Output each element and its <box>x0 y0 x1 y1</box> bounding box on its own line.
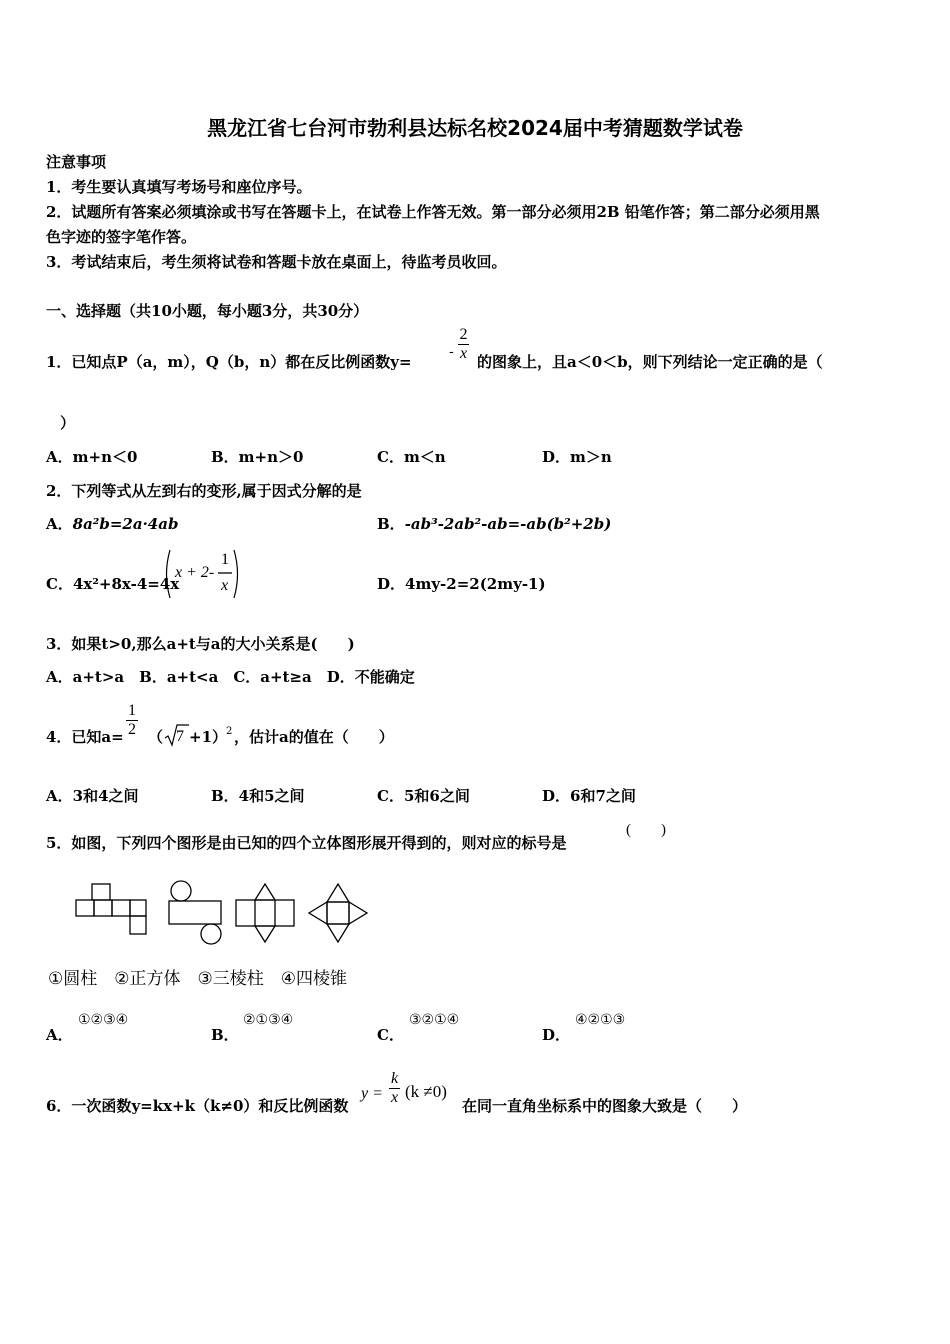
q5-option-b-value: ②①③④ <box>243 1012 294 1028</box>
q6-frac-num: k <box>391 1070 399 1087</box>
q5-option-a-value: ①②③④ <box>78 1012 129 1028</box>
q1-option-d: D．m＞n <box>542 448 612 466</box>
q2-c-inner: x + 2- <box>175 564 215 581</box>
q5-option-d-value: ④②①③ <box>575 1012 626 1028</box>
q1-fraction <box>458 326 469 363</box>
q4-frac-den: 2 <box>128 721 136 738</box>
question-5: 5．如图，下列四个图形是由已知的四个立体图形展开得到的，则对应的标号是 <box>46 834 567 852</box>
question-3: 3．如果t>0,那么a+t与a的大小关系是( ) <box>46 635 355 653</box>
note-1: 1．考生要认真填写考场号和座位序号。 <box>46 178 312 196</box>
q6-y-eq: y = <box>361 1085 383 1102</box>
q2-c-frac-num: 1 <box>221 551 229 568</box>
section-heading: 一、选择题（共10小题，每小题3分，共30分） <box>46 302 369 320</box>
q4-option-a: A．3和4之间 <box>46 787 139 805</box>
q2-c-math: 4x²+8x-4=4x <box>72 575 180 593</box>
q2-c-label: C． <box>46 575 73 593</box>
q5-option-c-value: ③②①④ <box>409 1012 460 1028</box>
q6-frac-den: x <box>391 1089 399 1106</box>
q6-stem-b: 在同一直角坐标系中的图象大致是（ ） <box>462 1097 748 1115</box>
q5-shape-labels: ①圆柱 ②正方体 ③三棱柱 ④四棱锥 <box>48 969 347 989</box>
q4-option-d: D．6和7之间 <box>542 787 636 805</box>
q6-condition: (k ≠0) <box>405 1082 447 1101</box>
q1-option-a: A．m+n＜0 <box>46 448 138 466</box>
q5-option-d-label: D． <box>542 1026 571 1044</box>
q4-paren-open: （ <box>148 728 164 746</box>
q1-close: ） <box>60 414 76 432</box>
note-2-cont: 色字迹的签字笔作答。 <box>46 228 197 246</box>
cube-net-figure <box>76 884 146 934</box>
page-title: 黑龙江省七台河市勃利县达标名校2024届中考猜题数学试卷 <box>207 116 743 140</box>
q4-radicand: 7 <box>176 728 184 745</box>
q2-a-label: A． <box>46 515 73 533</box>
cylinder-net-figure <box>169 881 221 944</box>
q2-option-a <box>46 514 178 534</box>
q1-option-b: B．m+n＞0 <box>211 448 304 466</box>
q5-net-figures <box>70 878 370 948</box>
q1-stem-b: 的图象上，且a＜0＜b，则下列结论一定正确的是（ <box>477 353 823 371</box>
q2-option-b <box>377 514 611 534</box>
q1-stem-a: 1．已知点P（a，m），Q（b，n）都在反比例函数y= <box>46 353 412 371</box>
q5-option-b-label: B． <box>211 1026 239 1044</box>
q4-fraction <box>126 702 138 739</box>
q3-options: A．a+t>a B．a+t<a C．a+t≥a D．不能确定 <box>46 668 415 686</box>
q1-option-c: C．m＜n <box>377 448 446 466</box>
question-2: 2．下列等式从左到右的变形,属于因式分解的是 <box>46 482 362 500</box>
q2-b-math: -ab³-2ab²-ab=-ab(b²+2b) <box>404 515 612 533</box>
q6-stem-a: 6．一次函数y=kx+k（k≠0）和反比例函数 <box>46 1097 349 1115</box>
q5-option-a-label: A． <box>46 1026 73 1044</box>
q2-b-label: B． <box>377 515 405 533</box>
q1-frac-den: x <box>460 345 468 362</box>
q2-option-c <box>46 574 179 594</box>
q2-d-label: D． <box>377 575 406 593</box>
note-3: 3．考试结束后，考生须将试卷和答题卡放在桌面上，待监考员收回。 <box>46 253 507 271</box>
pyramid-net-figure <box>309 884 367 942</box>
q2-c-frac-den: x <box>221 577 229 594</box>
note-2: 2．试题所有答案必须填涂或书写在答题卡上，在试卷上作答无效。第一部分必须用2B 铅笔作答；第二部分必须用黑 <box>46 203 820 221</box>
q5-option-c-label: C． <box>377 1026 404 1044</box>
q5-paren: ( ) <box>626 822 666 838</box>
q4-option-b: B．4和5之间 <box>211 787 305 805</box>
q2-d-math: 4my-2=2(2my-1) <box>405 575 546 593</box>
q4-stem-b: ，估计a的值在（ ） <box>234 728 394 746</box>
q4-frac-num: 1 <box>128 702 136 719</box>
q4-plus1: +1） <box>189 728 228 746</box>
q6-fraction <box>389 1070 400 1107</box>
question-1 <box>46 352 412 372</box>
q4-option-c: C．5和6之间 <box>377 787 470 805</box>
q2-a-math: 8a²b=2a·4ab <box>72 515 179 533</box>
q4-superscript: 2 <box>226 726 233 737</box>
q4-stem-a: 4．已知a= <box>46 728 124 746</box>
q1-minus: - <box>449 344 454 360</box>
q1-frac-num: 2 <box>459 326 468 343</box>
q2-option-d <box>377 574 546 594</box>
notes-heading: 注意事项 <box>46 153 107 171</box>
prism-net-figure <box>236 884 294 942</box>
